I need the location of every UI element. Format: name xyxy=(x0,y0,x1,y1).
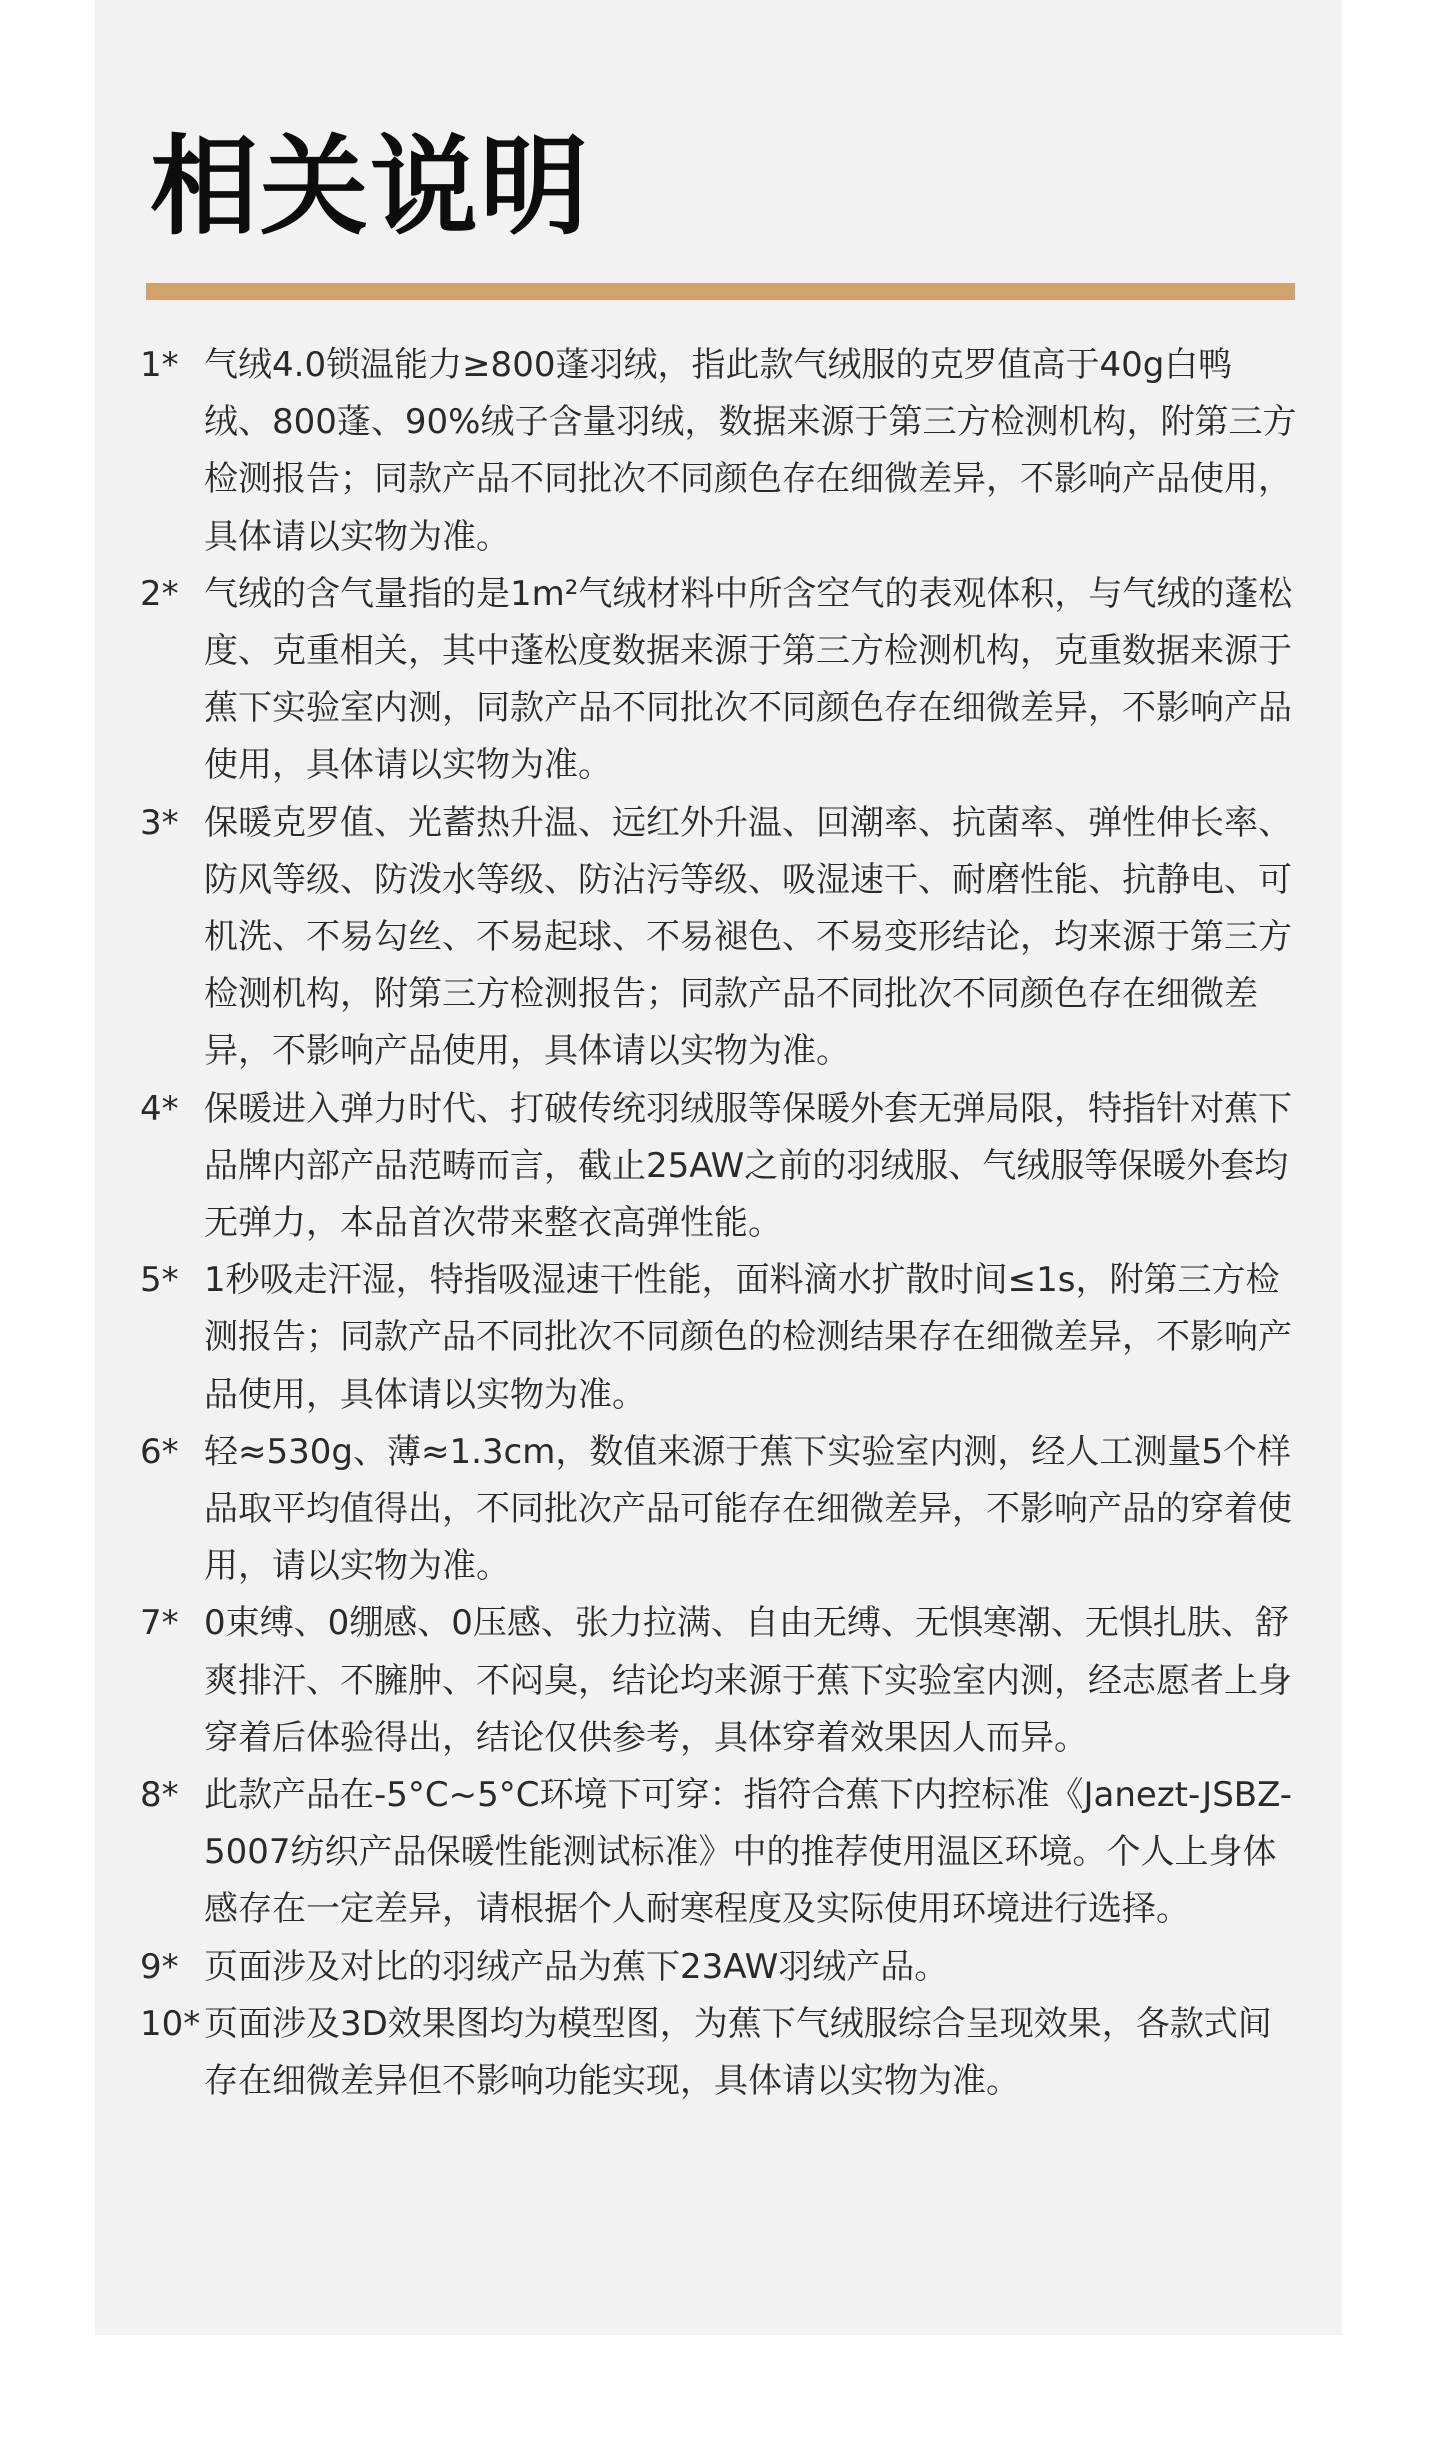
note-item-4 xyxy=(140,1081,1300,1253)
note-number: 1* xyxy=(140,345,179,385)
notes-list xyxy=(140,337,1300,2110)
note-item-5 xyxy=(140,1252,1300,1424)
note-text: 气绒4.0锁温能力≥800蓬羽绒，指此款气绒服的克罗值高于40g白鸭绒、800蓬、90%绒子含量羽绒，数据来源于第三方检测机构，附第三方检测报告；同款产品不同批次不同颜色存在细微差异，不影响产品使用，具体请以实物为准。 xyxy=(204,345,1297,557)
note-text: 页面涉及对比的羽绒产品为蕉下23AW羽绒产品。 xyxy=(204,1946,949,1987)
note-text: 气绒的含气量指的是1m²气绒材料中所含空气的表观体积，与气绒的蓬松度、克重相关，其中蓬松度数据来源于第三方检测机构，克重数据来源于蕉下实验室内测，同款产品不同批次不同颜色存在细微差异，不影响产品使用，具体请以实物为准。 xyxy=(204,573,1293,786)
note-text: 保暖克罗值、光蓄热升温、远红外升温、回潮率、抗菌率、弹性伸长率、防风等级、防泼水等级、防沾污等级、吸湿速干、耐磨性能、抗静电、可机洗、不易勾丝、不易起球、不易褪色、不易变形结论，均来源于第三方检测机构，附第三方检测报告；同款产品不同批次不同颜色存在细微差异，不影响产品使用，具体请以实物为准。 xyxy=(204,802,1292,1072)
note-item-10 xyxy=(140,1996,1300,2110)
note-item-7 xyxy=(140,1595,1300,1767)
title-divider xyxy=(146,283,1295,300)
note-item-2 xyxy=(140,566,1300,795)
note-item-3 xyxy=(140,795,1300,1081)
note-number: 8* xyxy=(140,1775,179,1816)
note-item-6 xyxy=(140,1424,1300,1596)
page-title: 相关说明 xyxy=(150,125,591,250)
note-number: 3* xyxy=(140,802,179,843)
note-number: 4* xyxy=(140,1088,179,1129)
note-number: 2* xyxy=(140,573,179,614)
note-item-1 xyxy=(140,337,1300,566)
note-text: 1秒吸走汗湿，特指吸湿速干性能，面料滴水扩散时间≤1s，附第三方检测报告；同款产品不同批次不同颜色的检测结果存在细微差异，不影响产品使用，具体请以实物为准。 xyxy=(204,1260,1292,1415)
note-text: 页面涉及3D效果图均为模型图，为蕉下气绒服综合呈现效果，各款式间存在细微差异但不影响功能实现，具体请以实物为准。 xyxy=(204,2003,1272,2102)
note-item-8 xyxy=(140,1767,1300,1939)
note-number: 7* xyxy=(140,1603,179,1644)
note-number: 6* xyxy=(140,1431,179,1472)
note-text: 此款产品在-5°C~5°C环境下可穿：指符合蕉下内控标准《Janezt-JSBZ-5007纺织产品保暖性能测试标准》中的推荐使用温区环境。个人上身体感存在一定差异，请根据个人耐寒程度及实际使用环境进行选择。 xyxy=(204,1775,1293,1930)
note-text: 0束缚、0绷感、0压感、张力拉满、自由无缚、无惧寒潮、无惧扎肤、舒爽排汗、不臃肿、不闷臭，结论均来源于蕉下实验室内测，经志愿者上身穿着后体验得出，结论仅供参考，具体穿着效果因人而异。 xyxy=(204,1603,1292,1758)
note-text: 保暖进入弹力时代、打破传统羽绒服等保暖外套无弹局限，特指针对蕉下品牌内部产品范畴而言，截止25AW之前的羽绒服、气绒服等保暖外套均无弹力，本品首次带来整衣高弹性能。 xyxy=(204,1088,1292,1244)
note-number: 10* xyxy=(140,2003,201,2044)
note-number: 5* xyxy=(140,1260,179,1301)
note-item-9 xyxy=(140,1939,1300,1996)
note-text: 轻≈530g、薄≈1.3cm，数值来源于蕉下实验室内测，经人工测量5个样品取平均值得出，不同批次产品可能存在细微差异，不影响产品的穿着使用，请以实物为准。 xyxy=(204,1431,1292,1587)
note-number: 9* xyxy=(140,1946,179,1987)
